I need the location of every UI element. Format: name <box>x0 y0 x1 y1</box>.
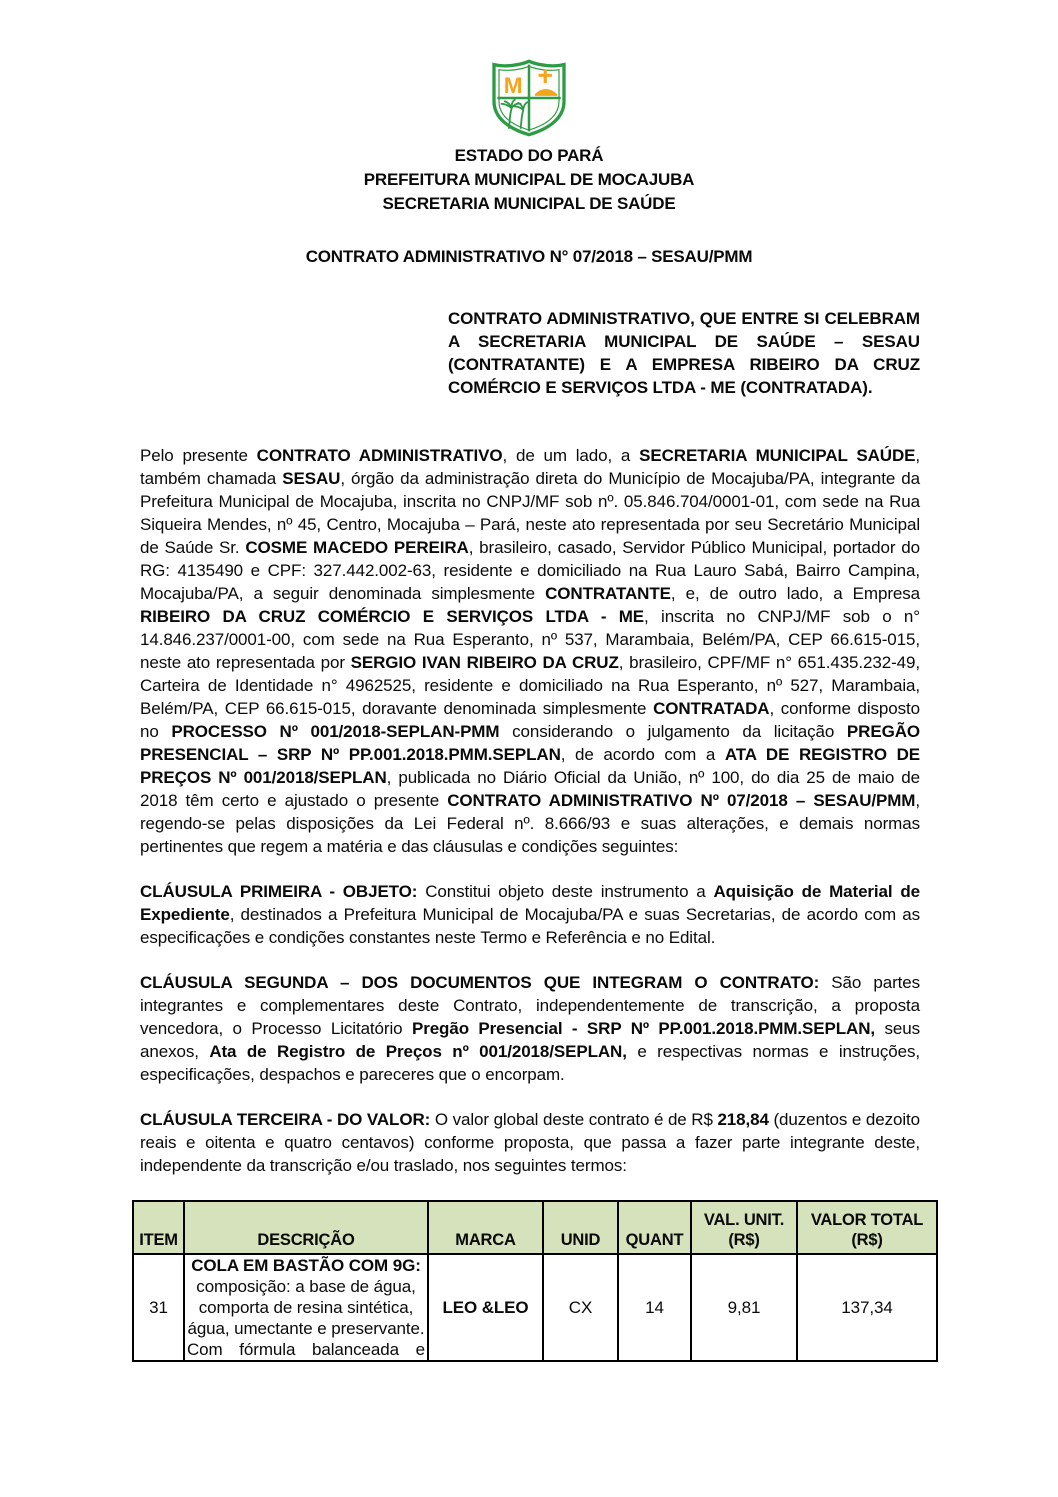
org-line-state: ESTADO DO PARÁ <box>454 146 604 165</box>
clause-second-paragraph: CLÁUSULA SEGUNDA – DOS DOCUMENTOS QUE INTEGRAM O CONTRATO: São partes integrantes e complementares deste Contrato, independentemente de transcrição, a proposta vencedora, o Processo Licitatório Pregão Presencial - SRP Nº PP.001.2018.PMM.SEPLAN, seus anexos, Ata de Registro de Preços nº 001/2018/SEPLAN, e respectivas normas e instruções, especificações, despachos e pareceres que o encorpam. <box>140 973 921 1084</box>
document-title: CONTRATO ADMINISTRATIVO N° 07/2018 – SESAU/PMM <box>305 247 753 266</box>
column-header-item: ITEM <box>133 1201 184 1254</box>
clause-first-paragraph: CLÁUSULA PRIMEIRA - OBJETO: Constitui objeto deste instrumento a Aquisição de Material de Expediente, destinados a Prefeitura Municipal de Mocajuba/PA e suas Secretarias, de acordo com as especificações e condições constantes neste Termo e Referência e no Edital. <box>140 882 921 947</box>
column-header-valor-total: VALOR TOTAL (R$) <box>797 1201 937 1254</box>
column-header-unid: UNID <box>543 1201 618 1254</box>
clause-third-paragraph: CLÁUSULA TERCEIRA - DO VALOR: O valor global deste contrato é de R$ 218,84 (duzentos e dezoito reais e oitenta e quatro centavos) conforme proposta, que passa a fazer parte integrante deste, independente da transcrição e/ou traslado, nos seguintes termos: <box>140 1110 920 1175</box>
cell-valor-total: 137,34 <box>797 1254 937 1361</box>
org-line-municipality: PREFEITURA MUNICIPAL DE MOCAJUBA <box>363 170 695 189</box>
coat-of-arms-logo <box>487 58 571 138</box>
column-header-val-unit: VAL. UNIT. (R$) <box>691 1201 797 1254</box>
epigraph-paragraph: CONTRATO ADMINISTRATIVO, QUE ENTRE SI CELEBRAM A SECRETARIA MUNICIPAL DE SAÚDE – SESAU (CONTRATANTE) E A EMPRESA RIBEIRO DA CRUZ COMÉRCIO E SERVIÇOS LTDA - ME (CONTRATADA). <box>448 309 920 397</box>
cell-unid: CX <box>543 1254 618 1361</box>
cell-marca: LEO &LEO <box>428 1254 543 1361</box>
column-header-marca: MARCA <box>428 1201 543 1254</box>
column-header-quant: QUANT <box>618 1201 691 1254</box>
cell-descricao: COLA EM BASTÃO COM 9G: composição: a base de água, comporta de resina sintética, água, umectante e preservante. Com fórmula balanceada e <box>184 1254 428 1361</box>
org-line-department: SECRETARIA MUNICIPAL DE SAÚDE <box>382 194 676 213</box>
cell-val-unit: 9,81 <box>691 1254 797 1361</box>
cell-quant: 14 <box>618 1254 691 1361</box>
table-row <box>133 1254 937 1361</box>
table-header-row <box>133 1201 937 1254</box>
org-header <box>0 144 1058 216</box>
document-body <box>139 307 924 1362</box>
preamble-paragraph: Pelo presente CONTRATO ADMINISTRATIVO, de um lado, a SECRETARIA MUNICIPAL SAÚDE, também chamada SESAU, órgão da administração direta do Município de Mocajuba/PA, integrante da Prefeitura Municipal de Mocajuba, inscrita no CNPJ/MF sob nº. 05.846.704/0001-01, com sede na Rua Siqueira Mendes, nº 45, Centro, Mocajuba – Pará, neste ato representada por seu Secretário Municipal de Saúde Sr. COSME MACEDO PEREIRA, brasileiro, casado, Servidor Público Municipal, portador do RG: 4135490 e CPF: 327.442.002-63, residente e domiciliado na Rua Lauro Sabá, Bairro Campina, Mocajuba/PA, a seguir denominada simplesmente CONTRATANTE, e, de outro lado, a Empresa RIBEIRO DA CRUZ COMÉRCIO E SERVIÇOS LTDA - ME, inscrita no CNPJ/MF sob o n° 14.846.237/0001-00, com sede na Rua Esperanto, nº 537, Marambaia, Belém/PA, CEP 66.615-015, neste ato representada por SERGIO IVAN RIBEIRO DA CRUZ, brasileiro, CPF/MF n° 651.435.232-49, Carteira de Identidade n° 4962525, residente e domiciliado na Rua Esperanto, nº 527, Marambaia, Belém/PA, CEP 66.615-015, doravante denominada simplesmente CONTRATADA, conforme disposto no PROCESSO Nº 001/2018-SEPLAN-PMM considerando o julgamento da licitação PREGÃO PRESENCIAL – SRP Nº PP.001.2018.PMM.SEPLAN, de acordo com a ATA DE REGISTRO DE PREÇOS Nº 001/2018/SEPLAN, publicada no Diário Oficial da União, nº 100, do dia 25 de maio de 2018 têm certo e ajustado o presente CONTRATO ADMINISTRATIVO Nº 07/2018 – SESAU/PMM, regendo-se pelas disposições da Lei Federal nº. 8.666/93 e suas alterações, e demais normas pertinentes que regem a matéria e das cláusulas e condições seguintes: <box>140 446 921 856</box>
cell-item-number: 31 <box>133 1254 184 1361</box>
column-header-descricao: DESCRIÇÃO <box>184 1201 428 1254</box>
letter-m-icon: M <box>503 73 523 98</box>
items-table <box>132 1200 938 1362</box>
